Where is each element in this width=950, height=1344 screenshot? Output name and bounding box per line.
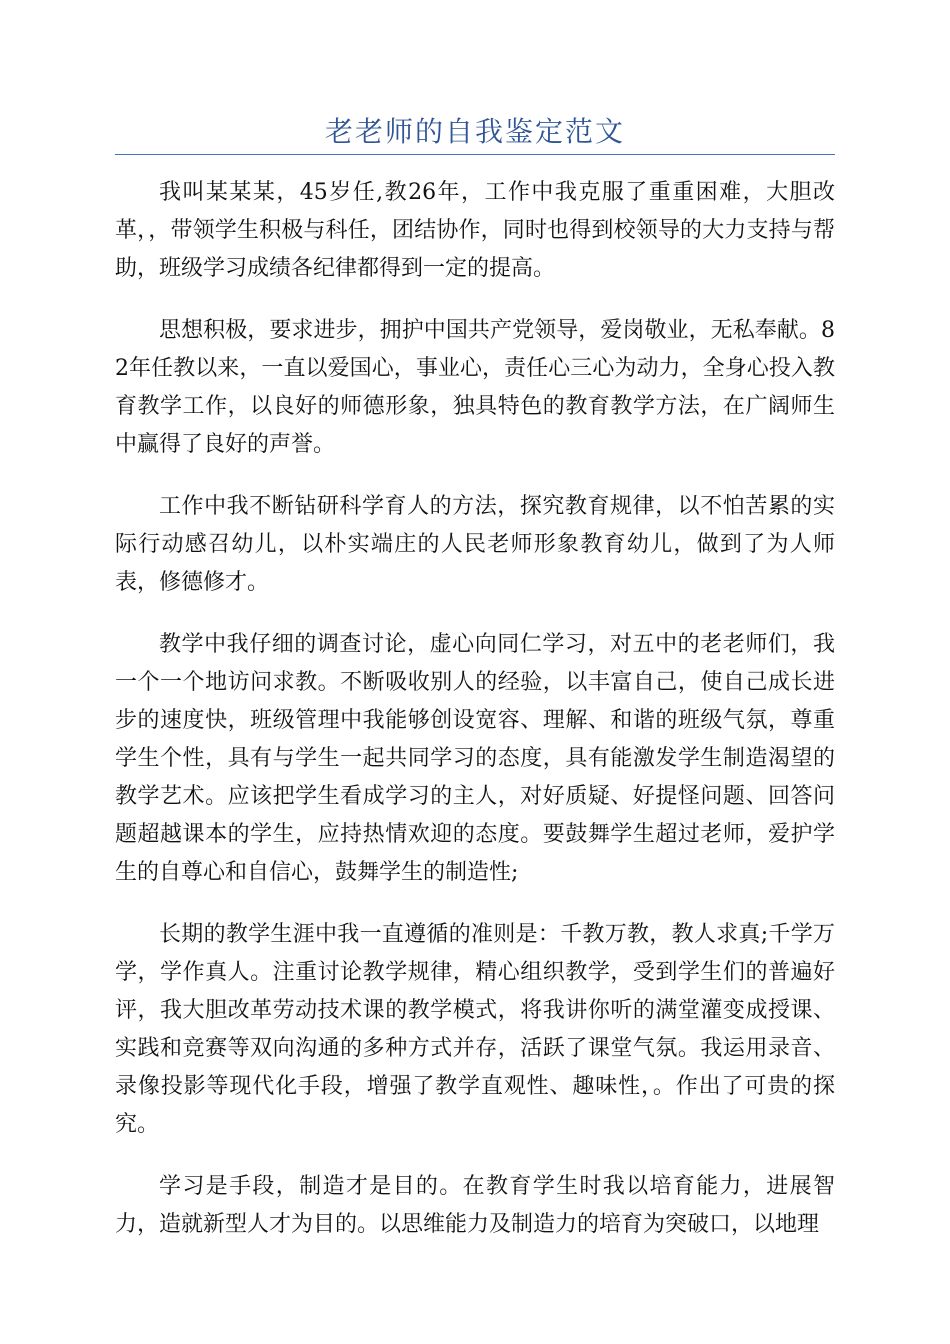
document-body [115,174,835,1268]
paragraph-1: 我叫某某某，45岁任,教26年，工作中我克服了重重困难，大胆改革，，带领学生积极与科任，团结协作，同时也得到校领导的大力支持与帮助，班级学习成绩各纪律都得到一定的提高。 [115,180,835,281]
title-underline [115,154,835,155]
paragraph-2: 思想积极，要求进步，拥护中国共产党领导，爱岗敬业，无私奉献。82年任教以来，一直以爱国心，事业心，责任心三心为动力，全身心投入教育教学工作，以良好的师德形象，独具特色的教育教学方法，在广阔师生中赢得了良好的声誉。 [115,318,835,457]
paragraph-6: 学习是手段，制造才是目的。在教育学生时我以培育能力，进展智力，造就新型人才为目的。以思维能力及制造力的培育为突破口，以地理 [115,1174,835,1237]
paragraph-5: 长期的教学生涯中我一直遵循的准则是：千教万教，教人求真;千学万学，学作真人。注重讨论教学规律，精心组织教学，受到学生们的普遍好评，我大胆改革劳动技术课的教学模式，将我讲你听的满堂灌变成授课、实践和竞赛等双向沟通的多种方式并存，活跃了课堂气氛。我运用录音、录像投影等现代化手段，增强了教学直观性、趣味性，。作出了可贵的探究。 [115,922,835,1137]
paragraph-3: 工作中我不断钻研科学育人的方法，探究教育规律，以不怕苦累的实际行动感召幼儿，以朴实端庄的人民老师形象教育幼儿，做到了为人师表，修德修才。 [115,494,835,595]
paragraph-4: 教学中我仔细的调查讨论，虚心向同仁学习，对五中的老老师们，我一个一个地访问求教。不断吸收别人的经验，以丰富自己，使自己成长进步的速度快，班级管理中我能够创设宽容、理解、和谐的班级气氛，尊重学生个性，具有与学生一起共同学习的态度，具有能激发学生制造渴望的教学艺术。应该把学生看成学习的主人，对好质疑、好提怪问题、回答问题超越课本的学生，应持热情欢迎的态度。要鼓舞学生超过老师，爱护学生的自尊心和自信心，鼓舞学生的制造性; [115,632,835,885]
document-title: 老老师的自我鉴定范文 [324,115,625,148]
